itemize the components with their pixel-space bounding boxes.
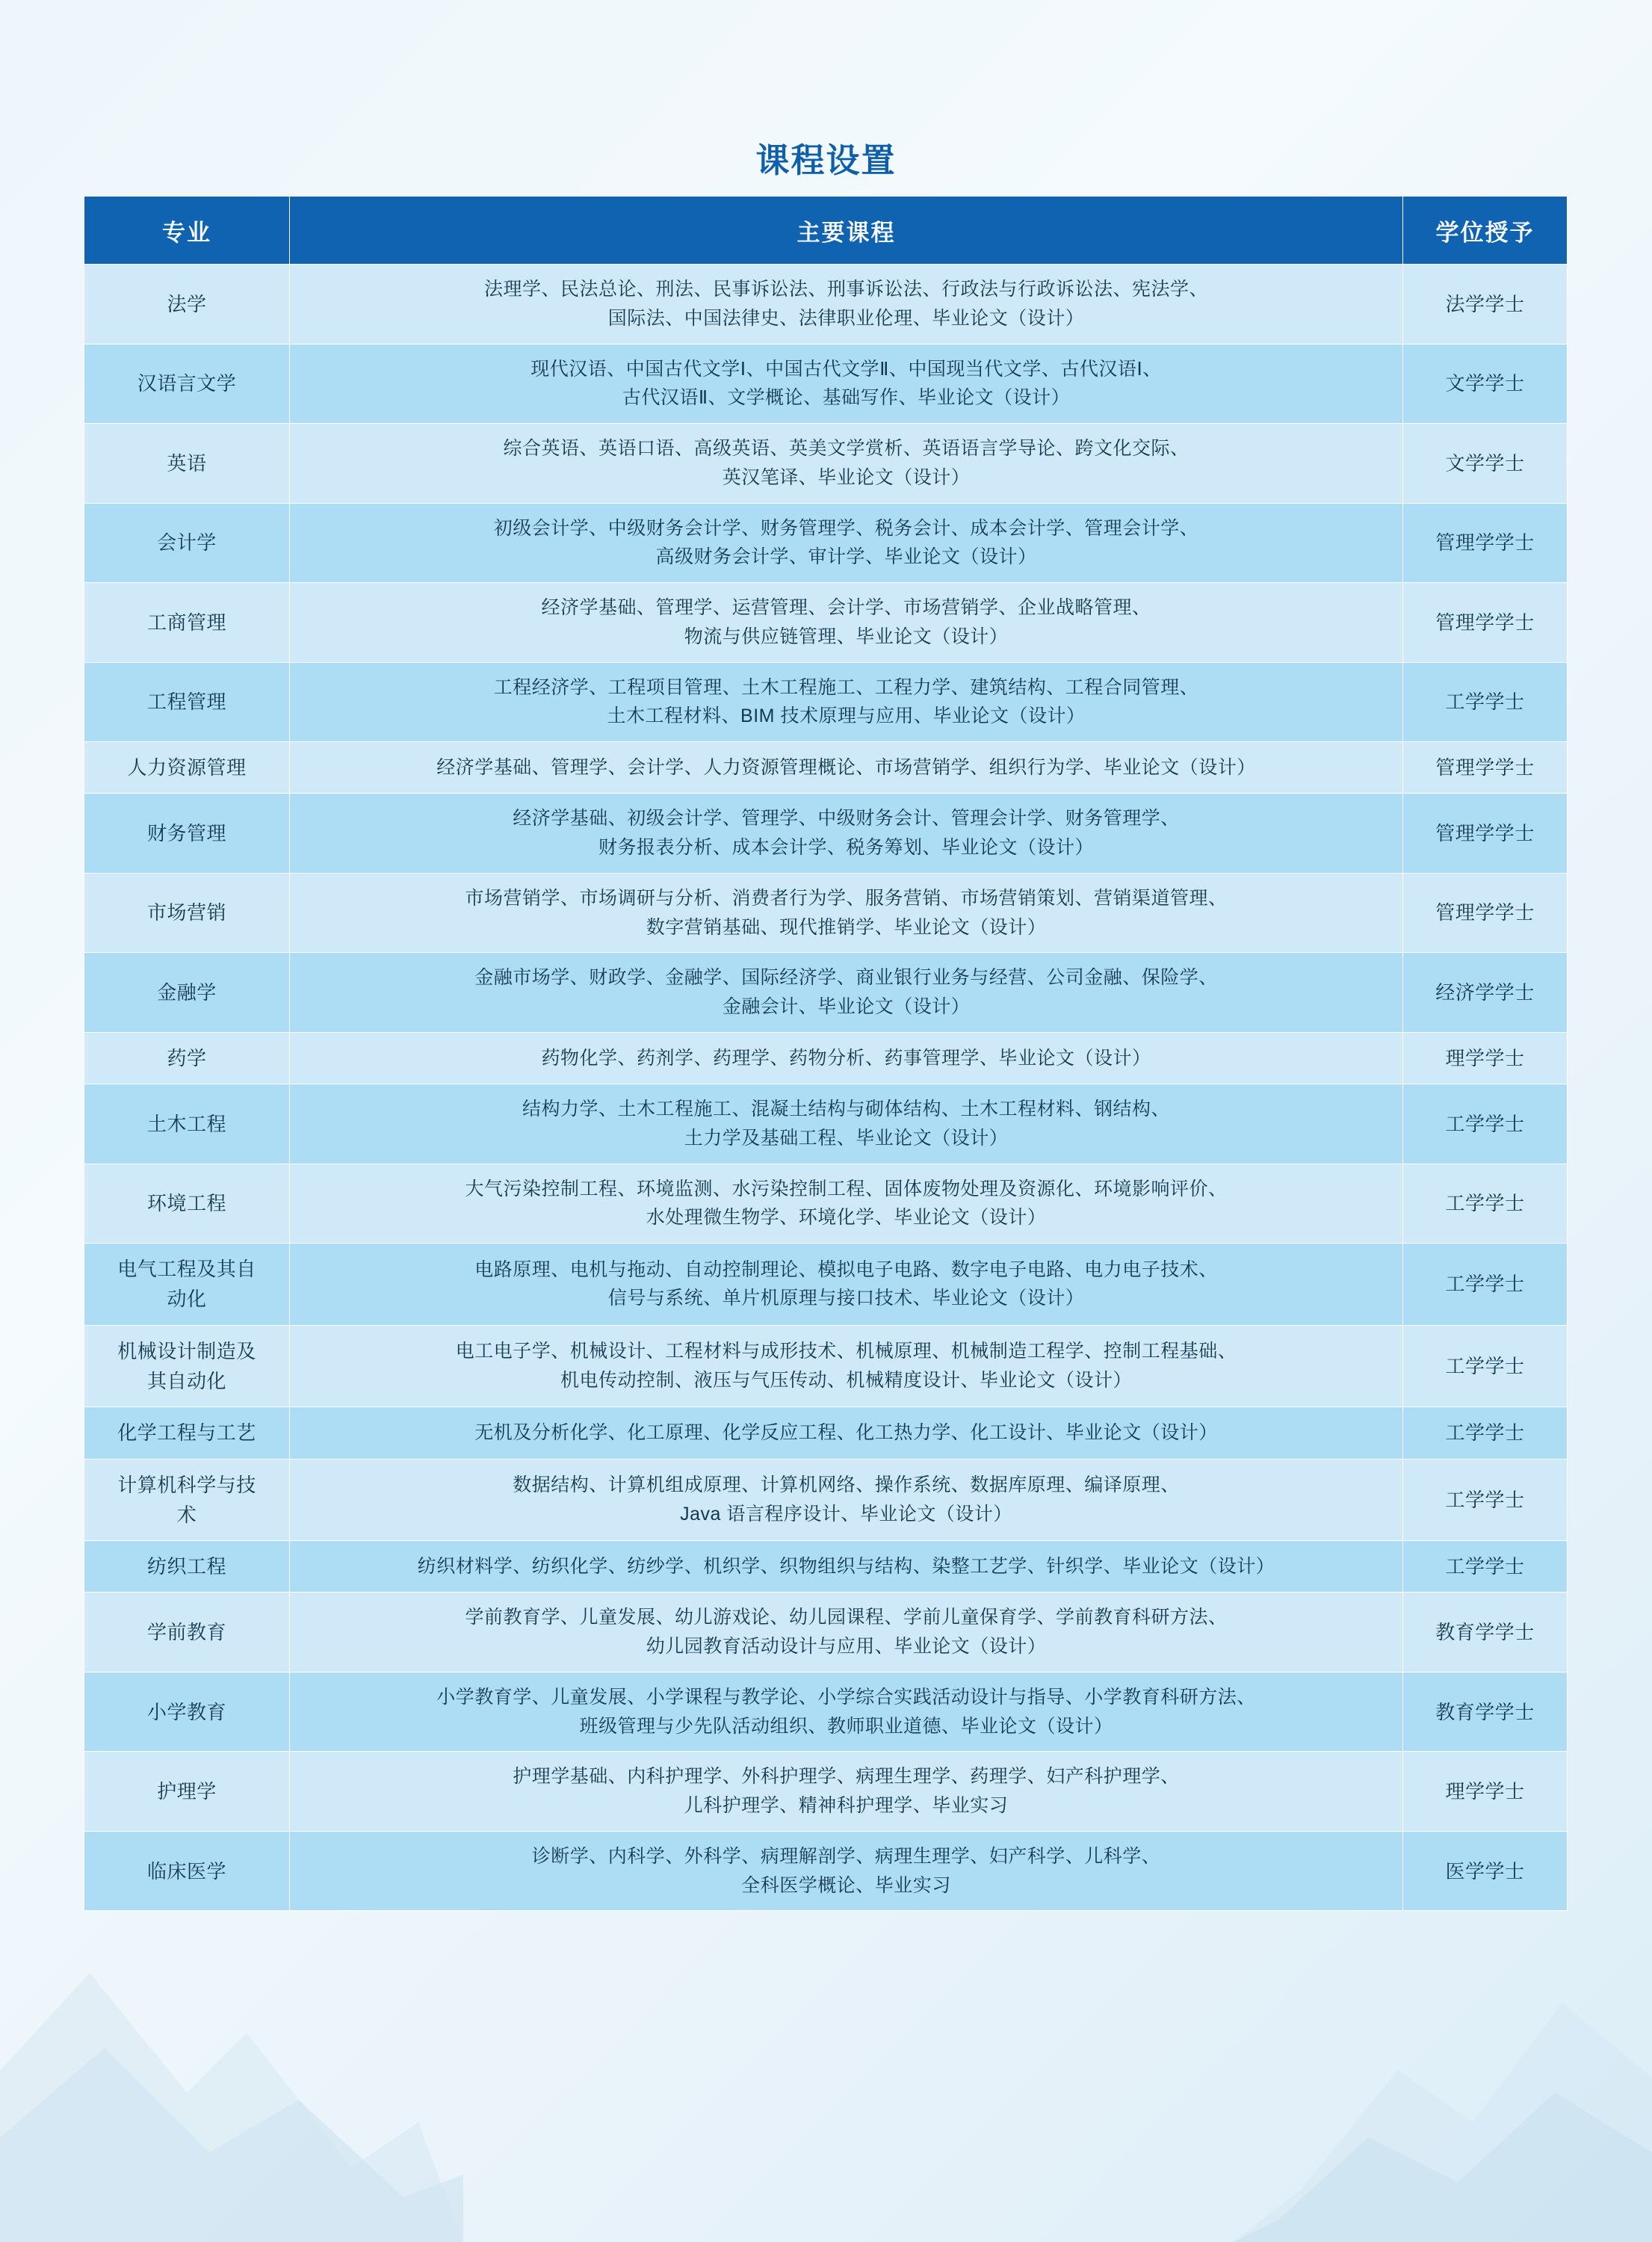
cell-courses xyxy=(290,1672,1403,1752)
cell-major: 金融学 xyxy=(84,953,290,1033)
cell-degree: 医学学士 xyxy=(1403,1831,1568,1911)
table-row xyxy=(84,1541,1568,1593)
cell-major-line: 其自动化 xyxy=(146,1369,226,1392)
cell-degree: 工学学士 xyxy=(1403,1164,1568,1244)
cell-degree: 管理学学士 xyxy=(1403,742,1568,794)
cell-courses-line: 无机及分析化学、化工原理、化学反应工程、化工热力学、化工设计、毕业论文（设计） xyxy=(474,1422,1218,1444)
table-row xyxy=(84,953,1568,1033)
cell-courses-line: 电路原理、电机与拖动、自动控制理论、模拟电子电路、数字电子电路、电力电子技术、 xyxy=(474,1259,1218,1280)
course-table xyxy=(84,196,1568,1911)
cell-courses-line: 儿科护理学、精神科护理学、毕业实习 xyxy=(684,1795,1009,1817)
column-header-degree: 学位授予 xyxy=(1403,197,1568,265)
cell-major xyxy=(84,1244,290,1326)
cell-courses-line: 全科医学概论、毕业实习 xyxy=(741,1874,951,1896)
cell-courses-line: 药物化学、药剂学、药理学、药物分析、药事管理学、毕业论文（设计） xyxy=(541,1047,1151,1069)
cell-courses-line: 小学教育学、儿童发展、小学课程与教学论、小学综合实践活动设计与指导、小学教育科研方法、 xyxy=(436,1686,1256,1708)
cell-courses xyxy=(290,1593,1403,1673)
cell-courses-line: 数据结构、计算机组成原理、计算机网络、操作系统、数据库原理、编译原理、 xyxy=(513,1474,1180,1496)
cell-degree: 教育学学士 xyxy=(1403,1593,1568,1673)
cell-degree: 理学学士 xyxy=(1403,1032,1568,1084)
cell-courses-line: 诊断学、内科学、外科学、病理解剖学、病理生理学、妇产科学、儿科学、 xyxy=(531,1845,1161,1867)
cell-courses-line: 市场营销学、市场调研与分析、消费者行为学、服务营销、市场营销策划、营销渠道管理、 xyxy=(465,887,1228,909)
cell-courses xyxy=(290,1032,1403,1084)
cell-courses xyxy=(290,1325,1403,1407)
cell-degree: 工学学士 xyxy=(1403,1407,1568,1459)
table-row xyxy=(84,1459,1568,1541)
cell-courses xyxy=(290,503,1403,583)
cell-degree: 管理学学士 xyxy=(1403,873,1568,953)
cell-courses xyxy=(290,265,1403,345)
cell-major-line: 动化 xyxy=(167,1288,207,1311)
cell-degree: 经济学学士 xyxy=(1403,953,1568,1033)
course-table-container xyxy=(84,196,1567,1911)
cell-courses-line: 土木工程材料、BIM 技术原理与应用、毕业论文（设计） xyxy=(607,705,1086,727)
cell-major: 化学工程与工艺 xyxy=(84,1407,290,1459)
column-header-courses: 主要课程 xyxy=(290,197,1403,265)
cell-courses xyxy=(290,1831,1403,1911)
table-row xyxy=(84,1593,1568,1673)
cell-degree: 法学学士 xyxy=(1403,265,1568,345)
cell-courses xyxy=(290,1541,1403,1593)
cell-major: 学前教育 xyxy=(84,1593,290,1673)
cell-degree: 教育学学士 xyxy=(1403,1672,1568,1752)
cell-courses xyxy=(290,794,1403,874)
table-row xyxy=(84,1244,1568,1326)
cell-major: 市场营销 xyxy=(84,873,290,953)
table-row xyxy=(84,1672,1568,1752)
cell-degree: 管理学学士 xyxy=(1403,794,1568,874)
cell-major: 财务管理 xyxy=(84,794,290,874)
cell-degree: 工学学士 xyxy=(1403,1459,1568,1541)
cell-major-line: 术 xyxy=(176,1503,197,1526)
cell-courses-line: 初级会计学、中级财务会计学、财务管理学、税务会计、成本会计学、管理会计学、 xyxy=(493,517,1199,539)
cell-degree: 文学学士 xyxy=(1403,424,1568,504)
cell-courses-line: 结构力学、土木工程施工、混凝土结构与砌体结构、土木工程材料、钢结构、 xyxy=(522,1099,1170,1120)
table-body xyxy=(84,265,1568,1911)
table-row xyxy=(84,344,1568,424)
table-row xyxy=(84,1831,1568,1911)
cell-degree: 管理学学士 xyxy=(1403,583,1568,663)
cell-courses-line: 物流与供应链管理、毕业论文（设计） xyxy=(684,626,1009,647)
table-row xyxy=(84,1084,1568,1164)
cell-major: 药学 xyxy=(84,1032,290,1084)
cell-courses xyxy=(290,1407,1403,1459)
table-row xyxy=(84,424,1568,504)
table-row xyxy=(84,1164,1568,1244)
cell-courses-line: 工程经济学、工程项目管理、土木工程施工、工程力学、建筑结构、工程合同管理、 xyxy=(493,676,1199,698)
cell-major: 人力资源管理 xyxy=(84,742,290,794)
cell-courses-line: 经济学基础、初级会计学、管理学、中级财务会计、管理会计学、财务管理学、 xyxy=(513,808,1180,830)
cell-courses-line: 国际法、中国法律史、法律职业伦理、毕业论文（设计） xyxy=(607,307,1085,329)
table-header-row xyxy=(84,197,1568,265)
cell-courses xyxy=(290,1084,1403,1164)
table-row xyxy=(84,662,1568,742)
cell-courses-line: 大气污染控制工程、环境监测、水污染控制工程、固体废物处理及资源化、环境影响评价、 xyxy=(465,1178,1228,1199)
cell-major xyxy=(84,1459,290,1541)
cell-major: 法学 xyxy=(84,265,290,345)
table-row xyxy=(84,265,1568,345)
cell-major xyxy=(84,1325,290,1407)
table-head xyxy=(84,197,1568,265)
page-title: 课程设置 xyxy=(755,141,897,179)
cell-major: 土木工程 xyxy=(84,1084,290,1164)
cell-courses xyxy=(290,1244,1403,1326)
cell-courses-line: 护理学基础、内科护理学、外科护理学、病理生理学、药理学、妇产科护理学、 xyxy=(513,1766,1180,1788)
cell-courses-line: 机电传动控制、液压与气压传动、机械精度设计、毕业论文（设计） xyxy=(560,1369,1132,1391)
cell-courses-line: 土力学及基础工程、毕业论文（设计） xyxy=(684,1127,1009,1149)
cell-courses-line: 法理学、民法总论、刑法、民事诉讼法、刑事诉讼法、行政法与行政诉讼法、宪法学、 xyxy=(483,279,1208,300)
cell-courses-line: 学前教育学、儿童发展、幼儿游戏论、幼儿园课程、学前儿童保育学、学前教育科研方法、 xyxy=(465,1607,1228,1628)
cell-degree: 管理学学士 xyxy=(1403,503,1568,583)
cell-courses-line: 水处理微生物学、环境化学、毕业论文（设计） xyxy=(646,1207,1047,1229)
cell-courses-line: 数字营销基础、现代推销学、毕业论文（设计） xyxy=(646,916,1047,938)
cell-courses-line: 现代汉语、中国古代文学Ⅰ、中国古代文学Ⅱ、中国现当代文学、古代汉语Ⅰ、 xyxy=(530,358,1162,380)
table-row xyxy=(84,1325,1568,1407)
cell-courses xyxy=(290,583,1403,663)
cell-degree: 工学学士 xyxy=(1403,1084,1568,1164)
table-row xyxy=(84,1752,1568,1832)
cell-courses xyxy=(290,1459,1403,1541)
table-row xyxy=(84,873,1568,953)
table-row xyxy=(84,583,1568,663)
cell-courses xyxy=(290,873,1403,953)
cell-courses-line: 经济学基础、管理学、会计学、人力资源管理概论、市场营销学、组织行为学、毕业论文（设计） xyxy=(436,756,1256,778)
column-header-major: 专业 xyxy=(84,197,290,265)
decorative-mountain-right xyxy=(1234,1883,1652,2242)
table-row xyxy=(84,503,1568,583)
table-row xyxy=(84,794,1568,874)
cell-degree: 文学学士 xyxy=(1403,344,1568,424)
cell-courses-line: Java 语言程序设计、毕业论文（设计） xyxy=(680,1503,1012,1525)
cell-courses-line: 金融市场学、财政学、金融学、国际经济学、商业银行业务与经营、公司金融、保险学、 xyxy=(474,967,1218,989)
cell-major: 工程管理 xyxy=(84,662,290,742)
cell-major: 小学教育 xyxy=(84,1672,290,1752)
cell-courses-line: 古代汉语Ⅱ、文学概论、基础写作、毕业论文（设计） xyxy=(622,387,1071,409)
cell-major: 环境工程 xyxy=(84,1164,290,1244)
cell-major-line: 计算机科学与技 xyxy=(117,1473,256,1496)
cell-major: 英语 xyxy=(84,424,290,504)
cell-courses-line: 纺织材料学、纺织化学、纺纱学、机织学、织物组织与结构、染整工艺学、针织学、毕业论文（设计） xyxy=(417,1555,1275,1577)
cell-major: 纺织工程 xyxy=(84,1541,290,1593)
cell-major-line: 电气工程及其自 xyxy=(117,1258,256,1281)
cell-courses xyxy=(290,662,1403,742)
cell-major: 会计学 xyxy=(84,503,290,583)
cell-courses-line: 信号与系统、单片机原理与接口技术、毕业论文（设计） xyxy=(607,1288,1085,1309)
cell-major: 工商管理 xyxy=(84,583,290,663)
cell-major: 护理学 xyxy=(84,1752,290,1832)
cell-courses xyxy=(290,1164,1403,1244)
cell-major: 汉语言文学 xyxy=(84,344,290,424)
cell-courses xyxy=(290,424,1403,504)
cell-courses-line: 高级财务会计学、审计学、毕业论文（设计） xyxy=(655,546,1037,568)
cell-courses-line: 经济学基础、管理学、运营管理、会计学、市场营销学、企业战略管理、 xyxy=(541,597,1151,618)
cell-courses-line: 金融会计、毕业论文（设计） xyxy=(722,996,971,1018)
cell-major-line: 机械设计制造及 xyxy=(117,1339,256,1362)
cell-degree: 工学学士 xyxy=(1403,1541,1568,1593)
cell-courses-line: 财务报表分析、成本会计学、税务筹划、毕业论文（设计） xyxy=(598,837,1094,859)
cell-courses-line: 班级管理与少先队活动组织、教师职业道德、毕业论文（设计） xyxy=(579,1715,1113,1737)
cell-degree: 工学学士 xyxy=(1403,1244,1568,1326)
table-row xyxy=(84,1032,1568,1084)
cell-courses-line: 综合英语、英语口语、高级英语、英美文学赏析、英语语言学导论、跨文化交际、 xyxy=(503,438,1189,459)
cell-courses xyxy=(290,1752,1403,1832)
cell-degree: 工学学士 xyxy=(1403,1325,1568,1407)
cell-degree: 工学学士 xyxy=(1403,662,1568,742)
cell-courses xyxy=(290,344,1403,424)
table-row xyxy=(84,1407,1568,1459)
cell-courses-line: 电工电子学、机械设计、工程材料与成形技术、机械原理、机械制造工程学、控制工程基础、 xyxy=(455,1341,1237,1362)
table-row xyxy=(84,742,1568,794)
cell-courses-line: 英汉笔译、毕业论文（设计） xyxy=(722,466,971,488)
cell-courses xyxy=(290,953,1403,1033)
cell-courses xyxy=(290,742,1403,794)
cell-major: 临床医学 xyxy=(84,1831,290,1911)
cell-degree: 理学学士 xyxy=(1403,1752,1568,1832)
cell-courses-line: 幼儿园教育活动设计与应用、毕业论文（设计） xyxy=(646,1636,1047,1658)
